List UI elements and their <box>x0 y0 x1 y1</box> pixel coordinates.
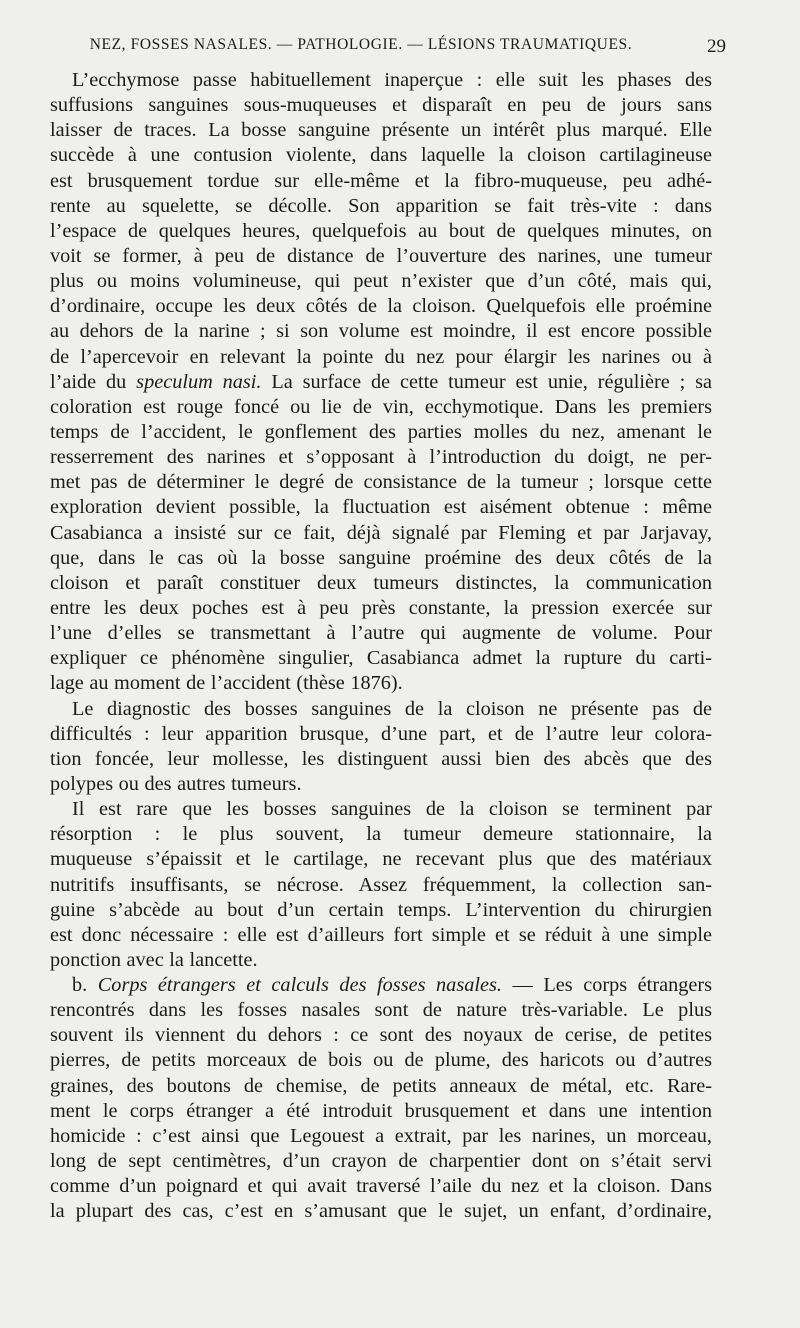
text-run: La surface de cette tumeur est unie, régulière ; sa <box>261 370 712 393</box>
text-line: graines, des boutons de chemise, de petits anneaux de métal, etc. Rare- <box>50 1074 712 1097</box>
text-line: d’ordinaire, occupe les deux côtés de la cloison. Quelquefois elle proémine <box>50 295 712 318</box>
text-line <box>50 370 712 395</box>
text-line: laisser de traces. La bosse sanguine présente un intérêt plus marqué. Elle <box>50 119 712 142</box>
text-line: que, dans le cas où la bosse sanguine proémine des deux côtés de la <box>50 546 712 569</box>
text-line: tion foncée, leur mollesse, les distinguent aussi bien des abcès que des <box>50 747 712 770</box>
italic-run: speculum nasi. <box>136 370 262 393</box>
text-line: nutritifs insuffisants, se nécrose. Assez fréquemment, la collection san- <box>50 873 712 896</box>
text-line <box>50 973 712 998</box>
text-line: coloration est rouge foncé ou lie de vin, ecchymotique. Dans les premiers <box>50 395 712 418</box>
text-line: est donc nécessaire : elle est d’ailleurs fort simple et se réduit à une simple <box>50 923 712 946</box>
running-title: NEZ, FOSSES NASALES. — PATHOLOGIE. — LÉSIONS TRAUMATIQUES. <box>89 36 633 53</box>
text-line: voit se former, à peu de distance de l’ouverture des narines, une tumeur <box>50 244 712 267</box>
text-line: Le diagnostic des bosses sanguines de la cloison ne présente pas de <box>72 697 712 720</box>
text-line: exploration devient possible, la fluctuation est aisément obtenue : même <box>50 496 712 519</box>
text-line: comme d’un poignard et qui avait traversé l’aile du nez et la cloison. Dans <box>50 1175 712 1198</box>
text-line: pierres, de petits morceaux de bois ou de plume, des haricots ou d’autres <box>50 1049 712 1072</box>
text-line: entre les deux poches est à peu près constante, la pression exercée sur <box>50 596 712 619</box>
text-line: l’espace de quelques heures, quelquefois au bout de quelques minutes, on <box>50 219 712 242</box>
page-number: 29 <box>707 36 726 57</box>
text-run: — Les corps étrangers <box>501 974 712 997</box>
text-run: b. <box>72 974 98 997</box>
text-line: ponction avec la lancette. <box>50 948 258 971</box>
text-line: Casabianca a insisté sur ce fait, déjà signalé par Fleming et par Jarjavay, <box>50 521 712 544</box>
text-line: polypes ou des autres tumeurs. <box>50 772 302 795</box>
text-line: au dehors de la narine ; si son volume est moindre, il est encore possible <box>50 320 712 343</box>
text-line: guine s’abcède au bout d’un certain temps. L’intervention du chirurgien <box>50 898 712 921</box>
text-line: difficultés : leur apparition brusque, d’une part, et de l’autre leur colora- <box>50 722 712 745</box>
text-line: l’une d’elles se transmettant à l’autre qui augmente de volume. Pour <box>50 622 712 645</box>
body-text <box>50 68 712 1224</box>
text-line: lage au moment de l’accident (thèse 1876). <box>50 672 403 695</box>
text-line: rencontrés dans les fosses nasales sont de nature très-variable. Le plus <box>50 999 712 1022</box>
text-line: L’ecchymose passe habituellement inaperçue : elle suit les phases des <box>72 69 712 91</box>
text-line: cloison et paraît constituer deux tumeurs distinctes, la communication <box>50 571 712 594</box>
italic-run: Corps étrangers et calculs des fosses nasales. <box>97 974 502 997</box>
text-line: muqueuse s’épaissit et le cartilage, ne recevant plus que des matériaux <box>50 848 712 871</box>
text-line: met pas de déterminer le degré de consistance de la tumeur ; lorsque cette <box>50 471 712 494</box>
text-line: souvent ils viennent du dehors : ce sont des noyaux de cerise, de petites <box>50 1024 712 1047</box>
text-line: homicide : c’est ainsi que Legouest a extrait, par les narines, un morceau, <box>50 1124 712 1147</box>
text-line: de l’apercevoir en relevant la pointe du nez pour élargir les narines ou à <box>50 345 712 368</box>
text-line: long de sept centimètres, d’un crayon de charpentier dont on s’était servi <box>50 1150 712 1173</box>
text-line: resserrement des narines et s’opposant à l’introduction du doigt, ne per- <box>50 446 712 469</box>
text-line: la plupart des cas, c’est en s’amusant que le sujet, un enfant, d’ordinaire, <box>50 1200 712 1223</box>
running-header <box>50 36 726 64</box>
text-line: succède à une contusion violente, dans laquelle la cloison cartilagineuse <box>50 144 712 167</box>
text-line: rente au squelette, se décolle. Son apparition se fait très-vite : dans <box>50 194 712 217</box>
text-line: suffusions sanguines sous-muqueuses et disparaît en peu de jours sans <box>50 94 712 117</box>
text-line: ment le corps étranger a été introduit brusquement et dans une intention <box>50 1099 712 1122</box>
text-line: est brusquement tordue sur elle-même et la fibro-muqueuse, peu adhé- <box>50 169 712 192</box>
text-run: l’aide du <box>50 370 137 393</box>
text-line: temps de l’accident, le gonflement des parties molles du nez, amenant le <box>50 420 712 443</box>
text-line: Il est rare que les bosses sanguines de la cloison se terminent par <box>72 798 712 821</box>
text-line: expliquer ce phénomène singulier, Casabianca admet la rupture du carti- <box>50 647 712 670</box>
text-line: résorption : le plus souvent, la tumeur demeure stationnaire, la <box>50 823 712 846</box>
text-line: plus ou moins volumineuse, qui peut n’exister que d’un côté, mais qui, <box>50 270 712 293</box>
